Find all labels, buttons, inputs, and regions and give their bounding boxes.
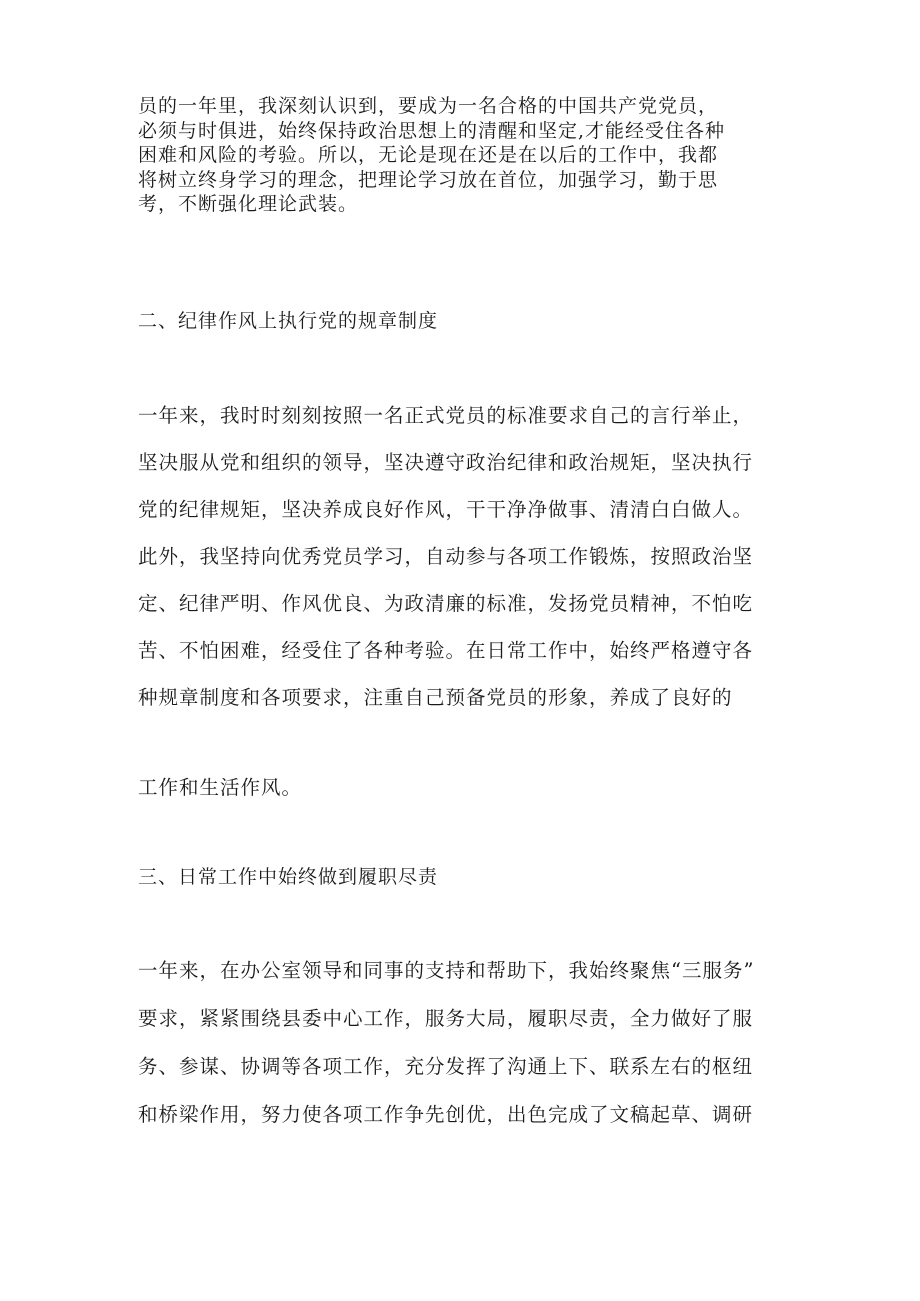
paragraph-line: 党的纪律规矩，坚决养成良好作风，干干净净做事、清清白白做人。	[138, 498, 754, 521]
paragraph-discipline-end	[138, 764, 818, 811]
paragraph-line: 坚决服从党和组织的领导，坚决遵守政治纪律和政治规矩，坚决执行	[138, 451, 754, 474]
paragraph-line: 考，不断强化理论武装。	[138, 193, 359, 215]
paragraph-line: 此外，我坚持向优秀党员学习，自动参与各项工作锻炼，按照政治坚	[138, 545, 754, 568]
paragraph-line: 要求，紧紧围绕县委中心工作，服务大局，履职尽责，全力做好了服	[138, 1007, 754, 1030]
paragraph-study	[138, 94, 818, 217]
paragraph-discipline	[138, 392, 818, 721]
paragraph-line: 一年来，在办公室领导和同事的支持和帮助下，我始终聚焦“三服务”	[138, 959, 755, 982]
paragraph-line: 和桥梁作用，努力使各项工作争先创优，出色完成了文稿起草、调研	[138, 1103, 754, 1126]
paragraph-duty	[138, 947, 818, 1139]
paragraph-line: 工作和生活作风。	[138, 776, 303, 799]
section-heading-text: 二、纪律作风上执行党的规章制度	[138, 310, 439, 332]
paragraph-line: 困难和风险的考验。所以，无论是现在还是在以后的工作中，我都	[138, 144, 719, 166]
paragraph-line: 种规章制度和各项要求，注重自己预备党员的形象，养成了良好的	[138, 686, 733, 709]
paragraph-line: 务、参谋、协调等各项工作，充分发挥了沟通上下、联系左右的枢纽	[138, 1055, 754, 1078]
paragraph-line: 苦、不怕困难，经受住了各种考验。在日常工作中，始终严格遵守各	[138, 639, 754, 662]
paragraph-line: 定、纪律严明、作风优良、为政清廉的标准，发扬党员精神，不怕吃	[138, 592, 754, 615]
paragraph-line: 将树立终身学习的理念，把理论学习放在首位，加强学习，勤于思	[138, 168, 719, 191]
section-heading-discipline	[138, 306, 818, 336]
paragraph-line: 一年来，我时时刻刻按照一名正式党员的标准要求自己的言行举止，	[138, 404, 754, 427]
paragraph-line: 员的一年里，我深刻认识到，要成为一名合格的中国共产党党员，	[138, 95, 719, 117]
paragraph-line: 必须与时俱进，始终保持政治思想上的清醒和坚定,才能经受住各种	[138, 119, 726, 142]
section-heading-duty	[138, 862, 818, 892]
section-heading-text: 三、日常工作中始终做到履职尽责	[138, 866, 439, 888]
